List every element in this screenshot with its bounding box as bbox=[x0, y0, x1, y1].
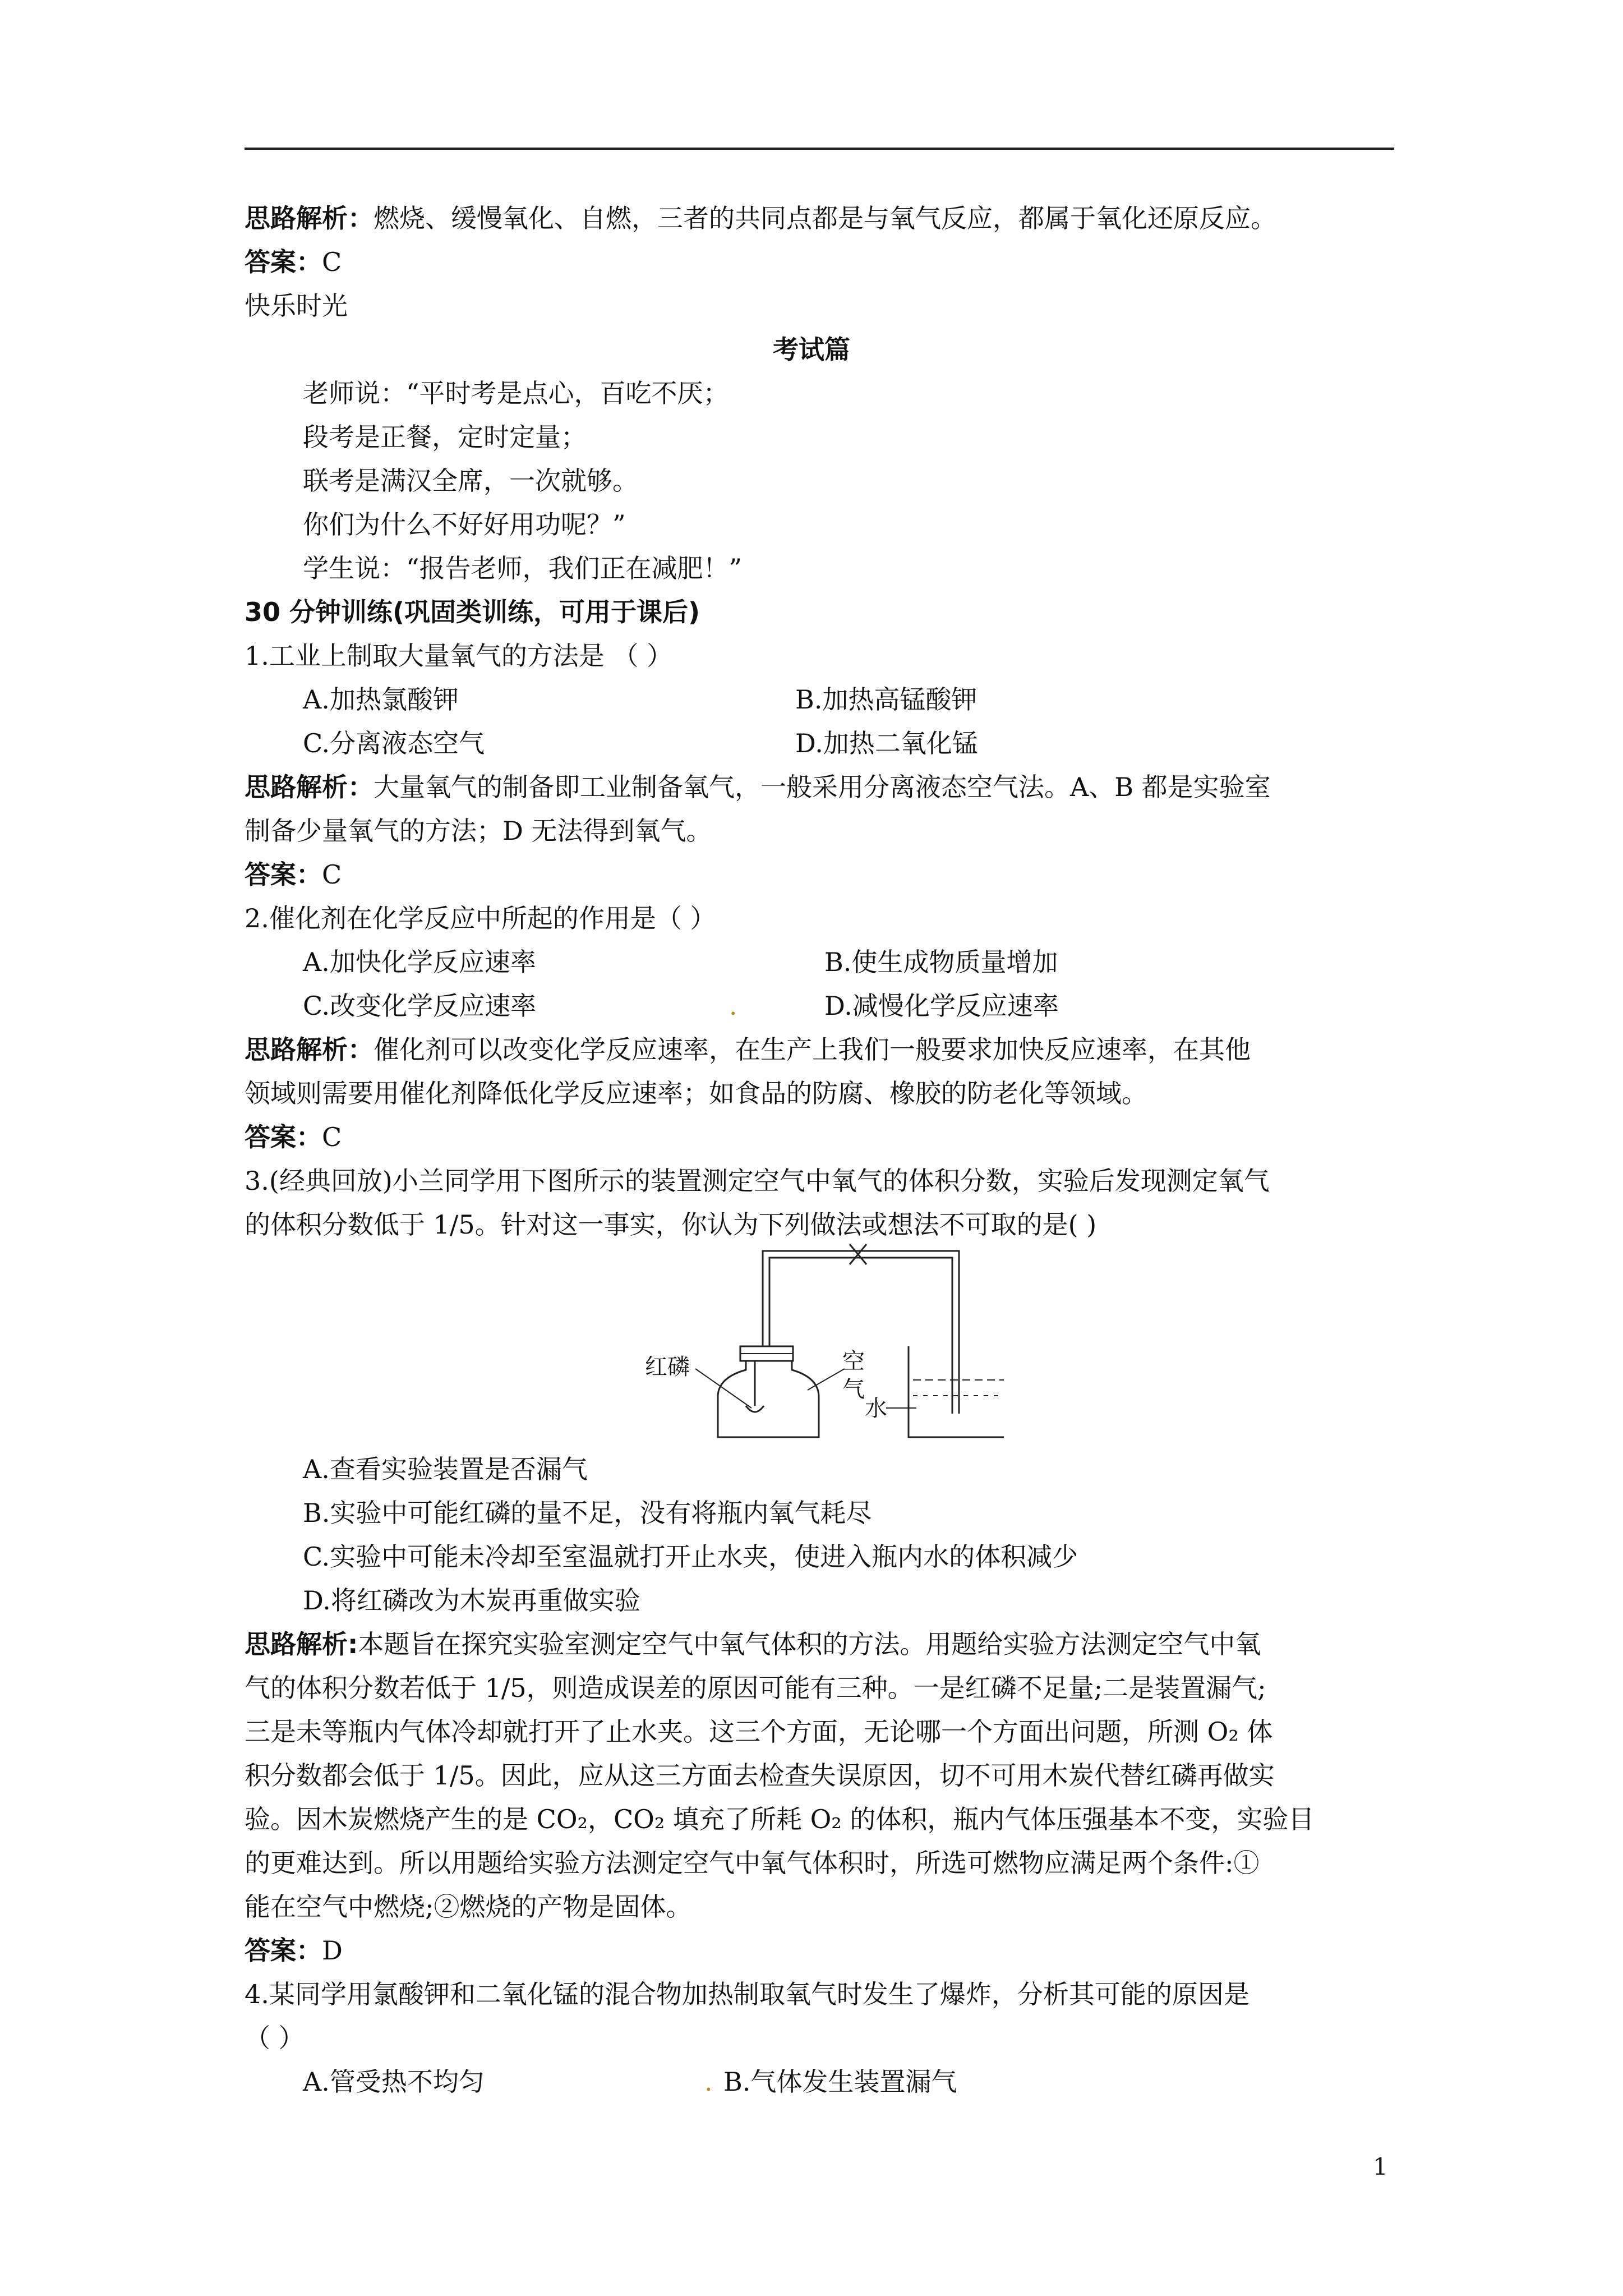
analysis-label: 思路解析： bbox=[245, 772, 374, 802]
q4-stem-cont: （ ） bbox=[245, 2023, 305, 2053]
analysis-label: 思路解析: bbox=[245, 1629, 358, 1659]
page-number: 1 bbox=[1373, 2153, 1388, 2180]
q1-option-c: C.分离液态空气 bbox=[303, 728, 485, 758]
q4-option-b: B.气体发生装置漏气 bbox=[723, 2067, 957, 2097]
section-heading: 30 分钟训练(巩固类训练，可用于课后) bbox=[245, 597, 700, 627]
answer-label: 答案： bbox=[245, 859, 322, 890]
answer-label: 答案： bbox=[245, 1935, 322, 1966]
beaker-icon bbox=[909, 1346, 1004, 1437]
stray-mark: . bbox=[704, 2067, 713, 2097]
apparatus-diagram bbox=[645, 1240, 1004, 1442]
answer-line bbox=[245, 246, 342, 278]
q3-answer bbox=[245, 1934, 343, 1967]
q3-analysis bbox=[245, 1628, 1261, 1660]
answer-value: C bbox=[322, 859, 342, 890]
header-rule bbox=[245, 148, 1394, 150]
answer-label: 答案： bbox=[245, 1122, 322, 1152]
analysis-label: 思路解析： bbox=[245, 203, 374, 233]
q2-option-a: A.加快化学反应速率 bbox=[303, 947, 536, 977]
q4-stem: 4.某同学用氯酸钾和二氧化锰的混合物加热制取氧气时发生了爆炸，分析其可能的原因是 bbox=[245, 1979, 1249, 2009]
analysis-text: 燃烧、缓慢氧化、自燃，三者的共同点都是与氧气反应，都属于氧化还原反应。 bbox=[374, 203, 1276, 233]
analysis-line bbox=[245, 202, 1276, 234]
analysis-text: 大量氧气的制备即工业制备氧气，一般采用分离液态空气法。A、B 都是实验室 bbox=[374, 772, 1271, 802]
q2-stem: 2.催化剂在化学反应中所起的作用是（ ） bbox=[245, 903, 716, 933]
q1-analysis-cont: 制备少量氧气的方法；D 无法得到氧气。 bbox=[245, 816, 712, 846]
joke-line: 学生说：“报告老师，我们正在减肥！” bbox=[303, 553, 743, 583]
analysis-text: 催化剂可以改变化学反应速率，在生产上我们一般要求加快反应速率，在其他 bbox=[374, 1034, 1251, 1065]
q2-analysis bbox=[245, 1033, 1251, 1066]
q2-option-c: C.改变化学反应速率 bbox=[303, 991, 537, 1021]
q1-stem: 1.工业上制取大量氧气的方法是 （ ） bbox=[245, 641, 673, 671]
q3-stem-cont: 的体积分数低于 1/5。针对这一事实，你认为下列做法或想法不可取的是( ) bbox=[245, 1209, 1097, 1240]
q3-stem: 3.(经典回放)小兰同学用下图所示的装置测定空气中氧气的体积分数，实验后发现测定氧气 bbox=[245, 1166, 1270, 1196]
q1-option-d: D.加热二氧化锰 bbox=[795, 728, 978, 758]
bottle-icon bbox=[718, 1361, 819, 1437]
analysis-label: 思路解析： bbox=[245, 1034, 374, 1065]
q2-option-d: D.减慢化学反应速率 bbox=[824, 991, 1059, 1021]
q3-analysis-cont: 的更难达到。所以用题给实验方法测定空气中氧气体积时，所选可燃物应满足两个条件:① bbox=[245, 1848, 1260, 1878]
joke-line: 段考是正餐，定时定量； bbox=[303, 422, 587, 452]
q2-option-b: B.使生成物质量增加 bbox=[824, 947, 1058, 977]
label-air-2: 气 bbox=[842, 1377, 865, 1402]
q3-analysis-cont: 三是未等瓶内气体冷却就打开了止水夹。这三个方面，无论哪一个方面出问题，所测 O₂ 体 bbox=[245, 1717, 1273, 1747]
answer-value: D bbox=[322, 1935, 343, 1966]
q1-answer bbox=[245, 858, 342, 891]
analysis-text: 本题旨在探究实验室测定空气中氧气体积的方法。用题给实验方法测定空气中氧 bbox=[358, 1629, 1261, 1659]
answer-value: C bbox=[322, 1122, 342, 1152]
q1-option-b: B.加热高锰酸钾 bbox=[795, 684, 978, 715]
q2-analysis-cont: 领域则需要用催化剂降低化学反应速率；如食品的防腐、橡胶的防老化等领域。 bbox=[245, 1078, 1147, 1108]
section-happy-time: 快乐时光 bbox=[245, 291, 348, 321]
label-phosphorus: 红磷 bbox=[645, 1354, 690, 1380]
joke-line: 联考是满汉全席，一次就够。 bbox=[303, 466, 638, 496]
q3-analysis-cont: 验。因木炭燃烧产生的是 CO₂，CO₂ 填充了所耗 O₂ 的体积，瓶内气体压强基本不变，实验目 bbox=[245, 1804, 1315, 1834]
label-air-1: 空 bbox=[842, 1349, 865, 1374]
q4-option-a: A.管受热不均匀 bbox=[303, 2067, 485, 2097]
answer-value: C bbox=[322, 247, 342, 277]
q3-option-b: B.实验中可能红磷的量不足，没有将瓶内氧气耗尽 bbox=[303, 1498, 872, 1528]
q3-option-c: C.实验中可能未冷却至室温就打开止水夹，使进入瓶内水的体积减少 bbox=[303, 1542, 1078, 1572]
clamp-icon bbox=[850, 1244, 866, 1264]
q3-analysis-cont: 能在空气中燃烧;②燃烧的产物是固体。 bbox=[245, 1892, 692, 1922]
stray-mark: . bbox=[729, 991, 737, 1021]
answer-label: 答案： bbox=[245, 247, 322, 277]
q3-analysis-cont: 气的体积分数若低于 1/5，则造成误差的原因可能有三种。一是红磷不足量;二是装置漏气; bbox=[245, 1673, 1266, 1703]
joke-line: 老师说：“平时考是点心，百吃不厌； bbox=[303, 378, 729, 408]
joke-title: 考试篇 bbox=[773, 334, 850, 365]
q3-option-d: D.将红磷改为木炭再重做实验 bbox=[303, 1585, 640, 1616]
q3-option-a: A.查看实验装置是否漏气 bbox=[303, 1454, 588, 1484]
label-water: 水 bbox=[865, 1396, 887, 1421]
q3-analysis-cont: 积分数都会低于 1/5。因此，应从这三方面去检查失误原因，切不可用木炭代替红磷再做实 bbox=[245, 1760, 1275, 1791]
q1-option-a: A.加热氯酸钾 bbox=[303, 684, 459, 715]
q1-analysis bbox=[245, 771, 1271, 803]
q2-answer bbox=[245, 1121, 342, 1153]
joke-line: 你们为什么不好好用功呢？” bbox=[303, 509, 626, 540]
